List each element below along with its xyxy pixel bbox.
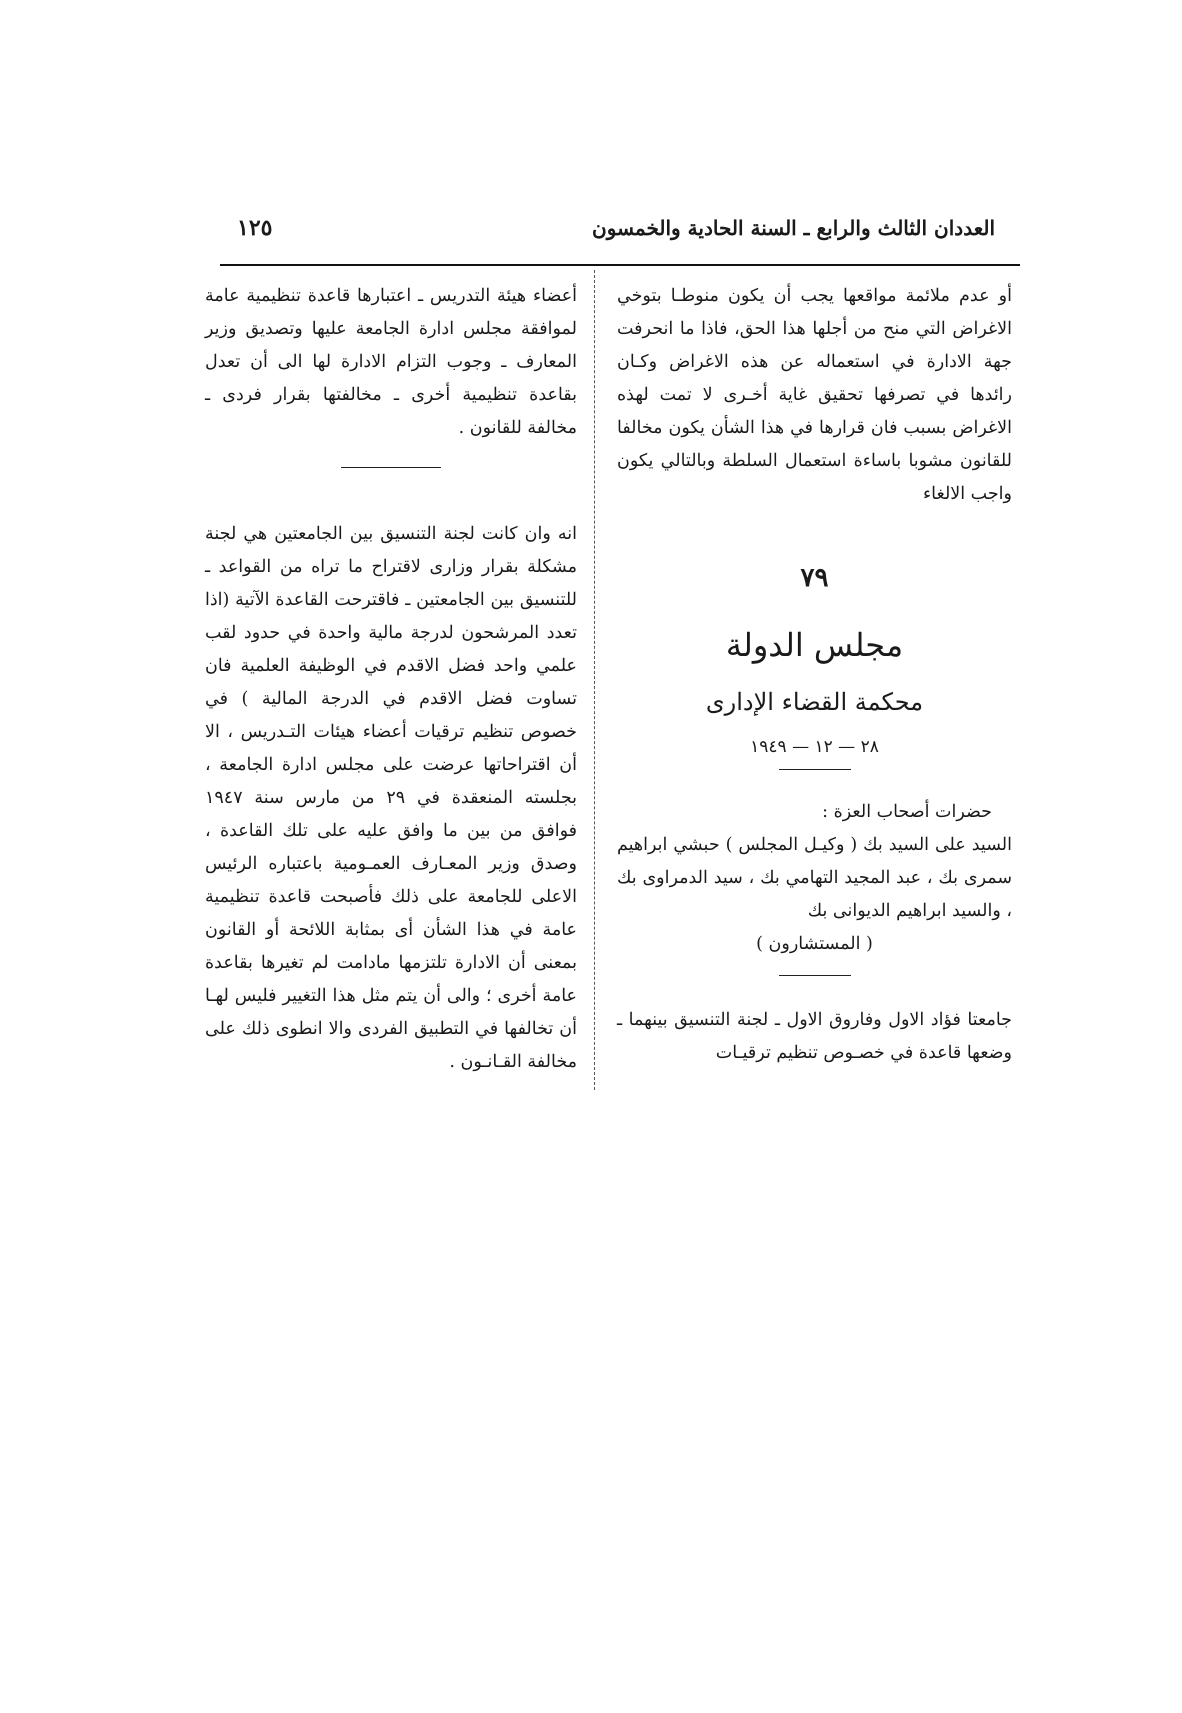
date-separator	[779, 769, 851, 770]
court-name: محكمة القضاء الإدارى	[705, 688, 924, 716]
left-column	[205, 280, 577, 1079]
left-paragraph-1: أعضاء هيئة التدريس ـ اعتبارها قاعدة تنظيمية عامة لموافقة مجلس ادارة الجامعة عليها وتصديق وزير المعارف ـ وجوب التزام الادارة لها الى أن تعدل بقاعدة تنظيمية أخرى ـ مخالفتها بقرار فردى ـ مخالفة للقانون .	[205, 286, 577, 438]
decision-date: ٢٨ — ١٢ — ١٩٤٩	[750, 737, 879, 757]
attendees-list: السيد على السيد بك ( وكيـل المجلس ) حبشي ابراهيم سمرى بك ، عبد المجيد التهامي بك ، سيد الدمراوى بك ، والسيد ابراهيم الديوانى بك	[617, 835, 1012, 921]
council-name: مجلس الدولة	[725, 626, 904, 664]
decision-number: ٧٩	[800, 563, 829, 593]
left-paragraph-2: انه وان كانت لجنة التنسيق بين الجامعتين هي لجنة مشكلة بقرار وزارى لاقتراح ما تراه من القواعد ـ للتنسيق بين الجامعتين ـ فاقترحت القاعدة الآتية (اذا تعدد المرشحون لدرجة مالية واحدة في حدود لقب علمي واحد فضل الاقدم في الوظيفة العلمية فان تساوت فضل الاقدم في الدرجة المالية ) في خصوص تنظيم ترقيات أعضاء هيئات التـدريس ، الا أن اقتراحاتها عرضت على مجلس ادارة الجامعة ، بجلسته المنعقدة في ٢٩ من مارس سنة ١٩٤٧ فوافق من بين ما وافق عليه على تلك القاعدة ، وصدق وزير المعـارف العمـومية باعتباره الرئيس الاعلى للجامعة على ذلك فأصبحت قاعدة تنظيمية عامة في هذا الشأن أى بمثابة اللائحة أو القانون بمعنى أن الادارة تلتزمها مادامت لم تغيرها بقاعدة عامة أخرى ؛ والى أن يتم مثل هذا التغيير فليس لهـا أن تخالفها في التطبيق الفردى والا انطوى ذلك على مخالفة القـانـون .	[205, 524, 577, 1072]
attendees-separator	[779, 975, 851, 976]
right-column	[617, 280, 1012, 1070]
running-title: العددان الثالث والرابع ـ السنة الحادية والخمسون	[592, 216, 995, 240]
left-separator	[341, 467, 441, 468]
attendees-heading: حضرات أصحاب العزة :	[822, 802, 992, 822]
column-divider	[594, 270, 595, 1090]
subject-paragraph: جامعتا فؤاد الاول وفاروق الاول ـ لجنة التنسيق بينهما ـ وضعها قاعدة في خصـوص تنظيم ترقيـات	[617, 1010, 1012, 1063]
attendees-role: ( المستشارون )	[756, 934, 873, 954]
page-header	[225, 206, 1025, 250]
right-paragraph-1: أو عدم ملائمة مواقعها يجب أن يكون منوطـا بتوخي الاغراض التي منح من أجلها هذا الحق، فاذا ما انحرفت جهة الادارة في استعماله عن هذه الاغراض وكـان رائدها في تصرفها تحقيق غاية أخـرى لا تمت لهذه الاغراض بسبب فان قرارها في هذا الشأن يكون مخالفا للقانون مشوبا باساءة استعمال السلطة وبالتالي يكون واجب الالغاء	[617, 286, 1012, 504]
header-rule	[220, 264, 1020, 266]
page-number: ١٢٥	[237, 215, 273, 241]
